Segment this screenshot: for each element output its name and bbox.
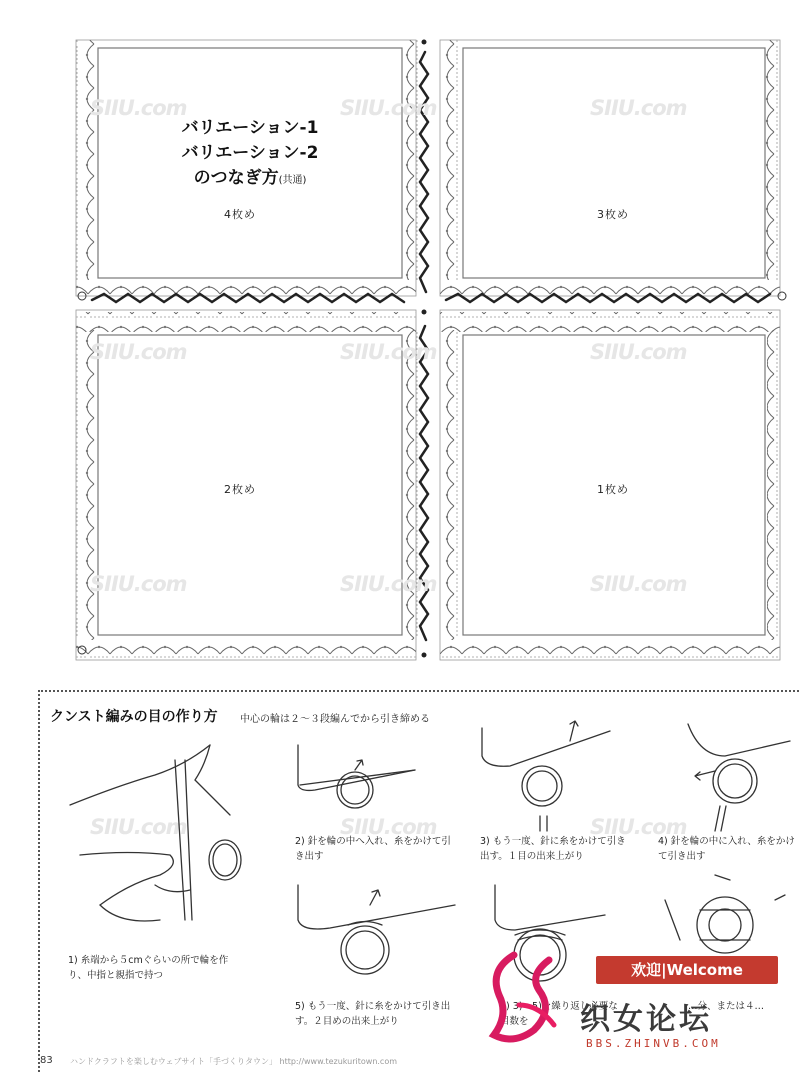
diagram-title [165,116,335,193]
watermark: SIIU.com [90,572,187,596]
step-1-text: 1) 糸端から５cmぐらいの所で輪を作り、中指と親指で持つ [68,955,229,981]
watermark: SIIU.com [590,815,687,839]
footer-text: ハンドクラフトを楽しむウェブサイト「手づくりタウン」 http://www.tezukuritown.com [70,1057,398,1066]
motif-1-label: 1枚め [597,483,629,496]
welcome-banner: 欢迎|Welcome [596,956,778,984]
watermark: SIIU.com [340,815,437,839]
motif-2-label: 2枚め [224,483,256,496]
title-line-3 [165,166,335,193]
step-4-illustration [680,716,795,836]
watermark: SIIU.com [590,572,687,596]
watermark: SIIU.com [590,96,687,120]
page-number: 83 [40,1055,53,1066]
section-title: クンスト編みの目の作り方 [50,709,218,725]
watermark: SIIU.com [340,96,437,120]
step-2-text: 2) 針を輪の中へ入れ、糸をかけて引き出す [295,836,451,862]
panel-3 [440,40,783,296]
watermark: SIIU.com [340,340,437,364]
step-7-text: …分、または４… [688,1001,765,1012]
watermark: SIIU.com [590,340,687,364]
watermark: SIIU.com [90,815,187,839]
watermark: SIIU.com [90,96,187,120]
step-6-text: 6) 3)～5)を繰り返し必要な目数を [500,1001,618,1027]
step-3-illustration [470,716,620,836]
section-subtitle: 中心の輪は２～３段編んでから引き締める [240,714,430,725]
step-5-text: 5) もう一度、針に糸をかけて引き出す。２目めの出来上がり [295,1001,451,1027]
hand-illustration [60,735,260,935]
title-line-3-main: のつなぎ方 [193,168,279,188]
forum-name: 织女论坛 [580,1002,712,1037]
title-note: (共通) [278,175,307,186]
title-line-1: バリエーション-1 [181,118,319,138]
motif-3-label: 3枚め [597,208,629,221]
step-5-illustration [290,880,460,1000]
forum-logo [484,945,579,1055]
step-2-illustration [290,740,430,830]
title-line-2: バリエーション-2 [181,143,319,163]
step-3-text: 3) もう一度、針に糸をかけて引き出す。１目の出来上がり [480,836,626,862]
step-7-illustration [655,870,795,960]
step-4-text: 4) 針を輪の中に入れ、糸をかけて引き出す [658,836,795,862]
forum-url: BBS.ZHINVB.COM [586,1037,721,1050]
watermark: SIIU.com [90,340,187,364]
motif-4-label: 4枚め [224,208,256,221]
watermark: SIIU.com [340,572,437,596]
